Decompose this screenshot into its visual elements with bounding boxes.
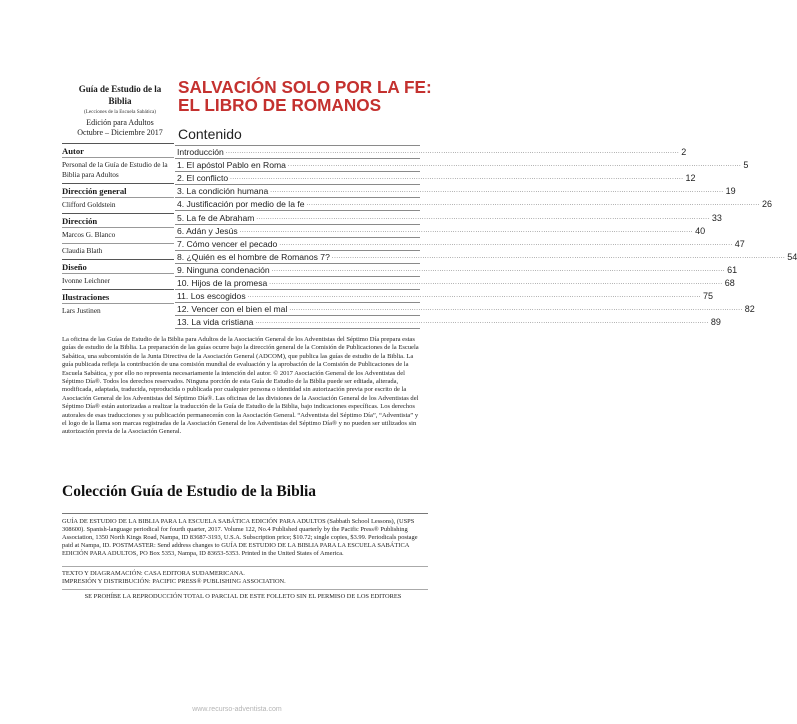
toc-heading: Contenido bbox=[178, 126, 242, 142]
credit-heading: Diseño bbox=[62, 259, 174, 273]
toc-leader-dots: ........................................................................................................................................................................................................ bbox=[256, 214, 710, 221]
toc-entry-label: 2. El conflicto bbox=[177, 173, 229, 184]
toc-entry bbox=[175, 289, 714, 302]
toc-entry-page: 12 bbox=[685, 173, 696, 184]
toc-entry-label: 11. Los escogidos bbox=[177, 291, 246, 302]
toc-entry-label: 7. Cómo vencer el pecado bbox=[177, 238, 278, 249]
guide-subtitle: (Lecciones de la Escuela Sabática) bbox=[83, 109, 156, 115]
credit-name: Personal de la Guía de Estudio de la Biblia para Adultos bbox=[62, 157, 174, 183]
toc-entry-page: 61 bbox=[727, 264, 738, 275]
toc-entry-label: 3. La condición humana bbox=[177, 186, 269, 197]
table-of-contents bbox=[175, 145, 797, 329]
credit-name: Clifford Goldstein bbox=[62, 197, 174, 213]
toc-entry-page: 68 bbox=[724, 277, 735, 288]
divider bbox=[62, 566, 428, 567]
toc-entry bbox=[175, 171, 696, 184]
toc-entry-label: 6. Adán y Jesús bbox=[177, 225, 238, 236]
title-line-1: SALVACIÓN SOLO POR LA FE: bbox=[178, 77, 432, 97]
credit-heading: Dirección bbox=[62, 213, 174, 227]
toc-leader-dots: ........................................................................................................................................................................................................ bbox=[331, 253, 786, 260]
toc-entry bbox=[175, 315, 721, 329]
toc-entry bbox=[175, 263, 738, 276]
toc-entry-page: 54 bbox=[787, 251, 797, 262]
production-credit-line: TEXTO Y DIAGRAMACIÓN: CASA EDITORA SUDAMERICANA. bbox=[62, 570, 245, 577]
toc-entry-page: 89 bbox=[710, 317, 721, 328]
toc-entry-page: 2 bbox=[681, 147, 687, 158]
reproduction-notice: SE PROHÍBE LA REPRODUCCIÓN TOTAL O PARCIAL DE ESTE FOLLETO SIN EL PERMISO DE LOS EDITORES bbox=[84, 593, 402, 600]
toc-entry bbox=[175, 302, 755, 315]
toc-entry-label: 1. El apóstol Pablo en Roma bbox=[177, 160, 286, 171]
toc-entry bbox=[175, 210, 722, 223]
toc-entry-page: 5 bbox=[743, 160, 749, 171]
toc-leader-dots: ........................................................................................................................................................................................................ bbox=[270, 188, 724, 195]
toc-entry bbox=[175, 158, 749, 171]
production-credits bbox=[62, 570, 424, 586]
edition-period: Octubre – Diciembre 2017 bbox=[77, 128, 163, 137]
toc-entry bbox=[175, 224, 706, 237]
toc-leader-dots: ........................................................................................................................................................................................................ bbox=[279, 240, 733, 247]
toc-entry-label: 4. Justificación por medio de la fe bbox=[177, 199, 305, 210]
edition-info bbox=[68, 118, 172, 138]
toc-entry bbox=[175, 197, 772, 210]
toc-entry-page: 40 bbox=[695, 225, 706, 236]
divider bbox=[62, 589, 428, 590]
footer-watermark: www.recurso-adventista.com bbox=[192, 706, 282, 713]
toc-leader-dots: ........................................................................................................................................................................................................ bbox=[269, 279, 723, 286]
title-line-2: EL LIBRO DE ROMANOS bbox=[178, 94, 382, 115]
legal-publication-info: GUÍA DE ESTUDIO DE LA BIBLIA PARA LA ESCUELA SABÁTICA EDICIÓN PARA ADULTOS (Sabbath School Lessons), (USPS 308600). Spanish-language periodical for fourth quarter, 2017. Volume 122, No.4 Published quarterly by the Pacific Press® Publishing Association, 1350 North Kings Road, Nampa, ID 83687-3193, U.S.A. Subscription price; $10.72; single copies, $3.99. Periodicals postage paid at Nampa, ID. POSTMASTER: Send address changes to GUÍA DE ESTUDIO DE LA BIBLIA PARA LA ESCUELA SABÁTICA EDICIÓN PARA ADULTOS, PO Box 5353, Nampa, ID 83653-5353. Printed in the United States of America. bbox=[62, 518, 418, 557]
toc-leader-dots: ........................................................................................................................................................................................................ bbox=[255, 319, 709, 326]
toc-entry-label: 10. Hijos de la promesa bbox=[177, 277, 268, 288]
toc-entry-label: Introducción bbox=[177, 147, 224, 158]
collection-title: Colección Guía de Estudio de la Biblia bbox=[62, 483, 317, 500]
toc-entry bbox=[175, 184, 736, 197]
divider bbox=[62, 513, 428, 514]
credit-name: Claudia Blath bbox=[62, 243, 174, 259]
toc-leader-dots: ........................................................................................................................................................................................................ bbox=[230, 175, 684, 182]
credits-list bbox=[62, 143, 174, 319]
toc-entry-label: 12. Vencer con el bien el mal bbox=[177, 304, 288, 315]
credit-name: Lars Justinen bbox=[62, 303, 174, 319]
toc-leader-dots: ........................................................................................................................................................................................................ bbox=[289, 306, 743, 313]
credit-name: Ivonne Leichner bbox=[62, 273, 174, 289]
page-title bbox=[178, 79, 438, 114]
toc-entry-label: 8. ¿Quién es el hombre de Romanos 7? bbox=[177, 251, 330, 262]
production-credit-line: IMPRESIÓN Y DISTRIBUCIÓN: PACIFIC PRESS® PUBLISHING ASSOCIATION. bbox=[62, 578, 286, 585]
toc-entry bbox=[175, 250, 797, 263]
toc-entry-page: 82 bbox=[744, 304, 755, 315]
toc-leader-dots: ........................................................................................................................................................................................................ bbox=[287, 162, 742, 169]
toc-entry-page: 33 bbox=[711, 212, 722, 223]
credit-heading: Ilustraciones bbox=[62, 289, 174, 303]
toc-entry bbox=[175, 145, 687, 158]
toc-entry bbox=[175, 237, 745, 250]
toc-leader-dots: ........................................................................................................................................................................................................ bbox=[225, 149, 680, 156]
toc-leader-dots: ........................................................................................................................................................................................................ bbox=[306, 201, 760, 208]
toc-entry-label: 9. Ninguna condenación bbox=[177, 264, 270, 275]
credit-name: Marcos G. Blanco bbox=[62, 227, 174, 243]
toc-leader-dots: ........................................................................................................................................................................................................ bbox=[271, 266, 726, 273]
credit-heading: Autor bbox=[62, 143, 174, 157]
toc-entry-label: 13. La vida cristiana bbox=[177, 317, 254, 328]
guide-title: Guía de Estudio de la Biblia bbox=[78, 84, 162, 106]
credit-heading: Dirección general bbox=[62, 183, 174, 197]
toc-entry-page: 47 bbox=[734, 238, 745, 249]
toc-entry bbox=[175, 276, 735, 289]
toc-entry-page: 26 bbox=[761, 199, 772, 210]
edition-label: Edición para Adultos bbox=[86, 118, 154, 127]
toc-leader-dots: ........................................................................................................................................................................................................ bbox=[247, 293, 702, 300]
copyright-notice: La oficina de las Guías de Estudio de la Biblia para Adultos de la Asociación General de los Adventistas del Séptimo Día prepara estas guías de estudio de la Biblia. La preparación de las guías ocurre bajo la dirección general de la Comisión de Publicaciones de la Escuela Sabática, una subcomisión de la Junta Directiva de la Asociación General (ADCOM), que publica las guías de estudio de la Biblia. La guía publicada refleja la contribución de una comisión mundial de evaluación y la aprobación de la Comisión de Publicaciones de la Escuela Sabática, y por ello no representa necesariamente la intención del autor. © 2017 Asociación General de los Adventistas del Séptimo Día®. Todos los derechos reservados. Ninguna porción de esta Guía de Estudio de la Biblia puede ser editada, alterada, modificada, adaptada, traducida, reproducida o publicada por cualquier persona o identidad sin autorización previa por escrito de la Asociación General de los Adventistas del Séptimo Día®. Las oficinas de las divisiones de la Asociación General de los Adventistas del Séptimo Día® están autorizadas a realizar la traducción de la Guía de Estudio de la Biblia, bajo indicaciones específicas. Los derechos autorales de esas traducciones y su publicación permanecerán con la Asociación General. “Adventista del Séptimo Día”, “Adventista” y el logo de la llama son marcas registradas de la Asociación General de los Adventistas del Séptimo Día® y no pueden ser utilizados sin autorización previa de la Asociación General. bbox=[62, 336, 419, 436]
toc-entry-page: 19 bbox=[725, 186, 736, 197]
toc-entry-page: 75 bbox=[703, 291, 714, 302]
toc-leader-dots: ........................................................................................................................................................................................................ bbox=[239, 227, 694, 234]
toc-entry-label: 5. La fe de Abraham bbox=[177, 212, 255, 223]
